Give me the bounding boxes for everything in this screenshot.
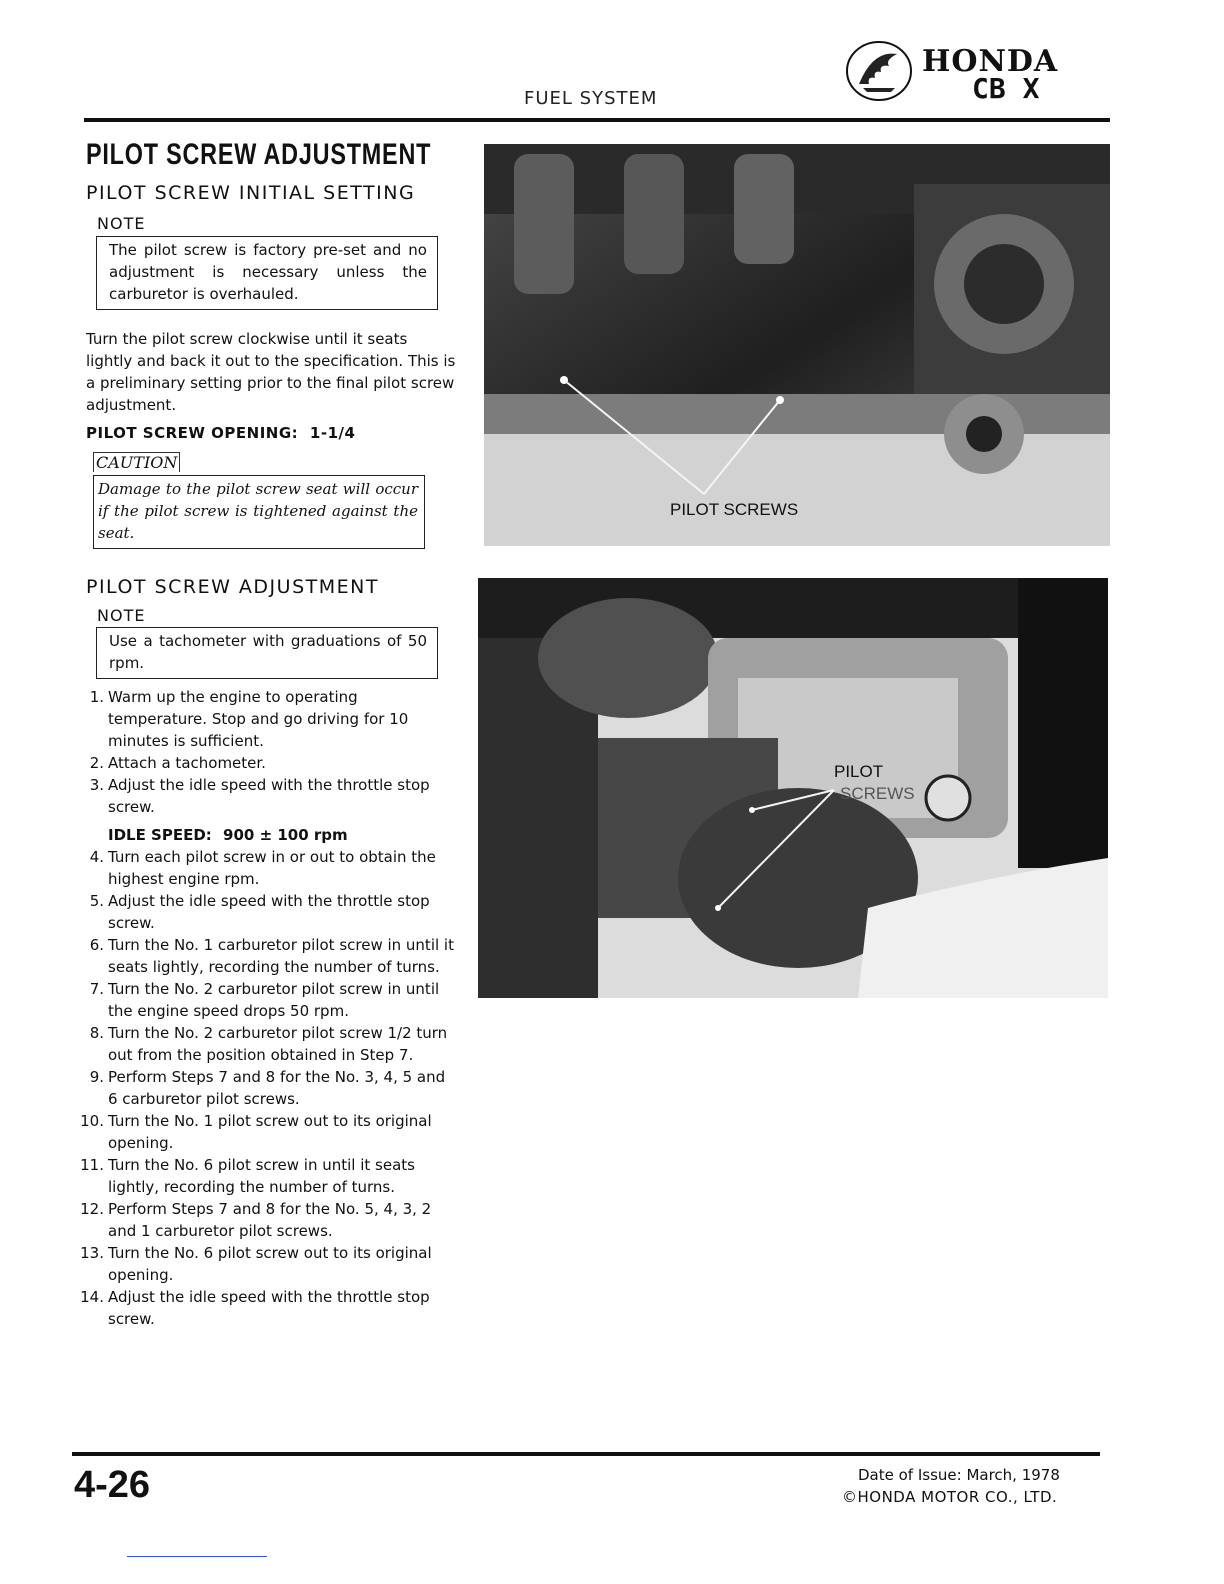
- issue-date: Date of Issue: March, 1978: [858, 1466, 1060, 1484]
- step-text: Perform Steps 7 and 8 for the No. 3, 4, 5 and 6 carburetor pilot screws.: [108, 1068, 446, 1108]
- note-label-2: NOTE: [97, 606, 146, 625]
- step-number: 3.: [89, 776, 104, 794]
- step-item: [78, 1198, 456, 1242]
- step-number: 5.: [89, 892, 104, 910]
- caution-box: Damage to the pilot screw seat will occur if the pilot screw is tightened against the seat.: [93, 475, 425, 549]
- step-text: Adjust the idle speed with the throttle stop screw.: [108, 776, 430, 816]
- step-number: 4.: [89, 848, 104, 866]
- step-item: [78, 774, 456, 818]
- step-text: Turn each pilot screw in or out to obtain the highest engine rpm.: [108, 848, 436, 888]
- adjustment-heading: PILOT SCREW ADJUSTMENT: [86, 576, 379, 598]
- copyright: ©HONDA MOTOR CO., LTD.: [842, 1488, 1058, 1506]
- step-item: [78, 890, 456, 934]
- pilot-screw-opening-spec: [86, 424, 355, 442]
- idle-label: IDLE SPEED:: [108, 826, 212, 844]
- spec-label: PILOT SCREW OPENING:: [86, 424, 299, 442]
- header-rule: [84, 118, 1110, 122]
- footer-rule: [72, 1452, 1100, 1456]
- steps-list: [78, 686, 456, 1330]
- step-item: [78, 752, 456, 774]
- step-number: 10.: [80, 1112, 104, 1130]
- carburetor-photo-bottom: [478, 578, 1108, 998]
- idle-value: 900 ± 100 rpm: [223, 826, 348, 844]
- step-text: Turn the No. 1 carburetor pilot screw in until it seats lightly, recording the number of turns.: [108, 936, 454, 976]
- step-number: 11.: [80, 1156, 104, 1174]
- step-text: Perform Steps 7 and 8 for the No. 5, 4, 3, 2 and 1 carburetor pilot screws.: [108, 1200, 432, 1240]
- screws-label-bottom: SCREWS: [840, 784, 915, 803]
- step-text: Warm up the engine to operating temperature. Stop and go driving for 10 minutes is sufficient.: [108, 688, 409, 750]
- pilot-screws-label-top: PILOT SCREWS: [670, 500, 799, 519]
- carburetor-photo-top: [484, 144, 1110, 546]
- step-text: Turn the No. 6 pilot screw in until it seats lightly, recording the number of turns.: [108, 1156, 415, 1196]
- step-text: Adjust the idle speed with the throttle stop screw.: [108, 892, 430, 932]
- page-number: 4-26: [74, 1464, 151, 1506]
- step-number: 13.: [80, 1244, 104, 1262]
- step-text: Attach a tachometer.: [108, 754, 266, 772]
- model-name: CB X: [972, 72, 1040, 105]
- pilot-label-bottom: PILOT: [834, 762, 884, 781]
- step-item: [78, 1154, 456, 1198]
- step-item: [78, 846, 456, 890]
- step-text: Turn the No. 1 pilot screw out to its original opening.: [108, 1112, 432, 1152]
- step-number: 6.: [89, 936, 104, 954]
- step-item: [78, 1242, 456, 1286]
- step-number: 14.: [80, 1288, 104, 1306]
- spec-value: 1-1/4: [309, 424, 356, 442]
- step-number: 2.: [89, 754, 104, 772]
- section-title: FUEL SYSTEM: [524, 88, 658, 109]
- step-number: 8.: [89, 1024, 104, 1042]
- initial-setting-heading: PILOT SCREW INITIAL SETTING: [86, 182, 416, 204]
- step-item: [78, 686, 456, 752]
- step-number: 9.: [89, 1068, 104, 1086]
- step-item: [78, 1286, 456, 1330]
- step-text: Turn the No. 6 pilot screw out to its original opening.: [108, 1244, 432, 1284]
- blue-underline: [127, 1556, 267, 1557]
- step-item: [78, 1110, 456, 1154]
- step-item: [78, 1066, 456, 1110]
- step-text: Turn the No. 2 carburetor pilot screw in until the engine speed drops 50 rpm.: [108, 980, 440, 1020]
- step-text: Turn the No. 2 carburetor pilot screw 1/2 turn out from the position obtained in Step 7.: [108, 1024, 448, 1064]
- note-box-2: Use a tachometer with graduations of 50 rpm.: [96, 627, 438, 679]
- initial-paragraph: Turn the pilot screw clockwise until it seats lightly and back it out to the specification. This is a preliminary setting prior to the final pilot screw adjustment.: [86, 330, 456, 414]
- step-item: [78, 1022, 456, 1066]
- step-number: 1.: [89, 688, 104, 706]
- page-title: PILOT SCREW ADJUSTMENT: [86, 138, 432, 171]
- caution-label: CAUTION: [93, 452, 180, 472]
- honda-wing-logo: [845, 40, 913, 102]
- note-box-1: The pilot screw is factory pre-set and no adjustment is necessary unless the carburetor is overhauled.: [96, 236, 438, 310]
- step-text: Adjust the idle speed with the throttle stop screw.: [108, 1288, 430, 1328]
- step-number: 12.: [80, 1200, 104, 1218]
- step-item: [78, 978, 456, 1022]
- brand-name: HONDA: [922, 44, 1059, 79]
- step-item: [78, 934, 456, 978]
- step-number: 7.: [89, 980, 104, 998]
- idle-speed-spec: [108, 824, 456, 846]
- note-label-1: NOTE: [97, 214, 146, 233]
